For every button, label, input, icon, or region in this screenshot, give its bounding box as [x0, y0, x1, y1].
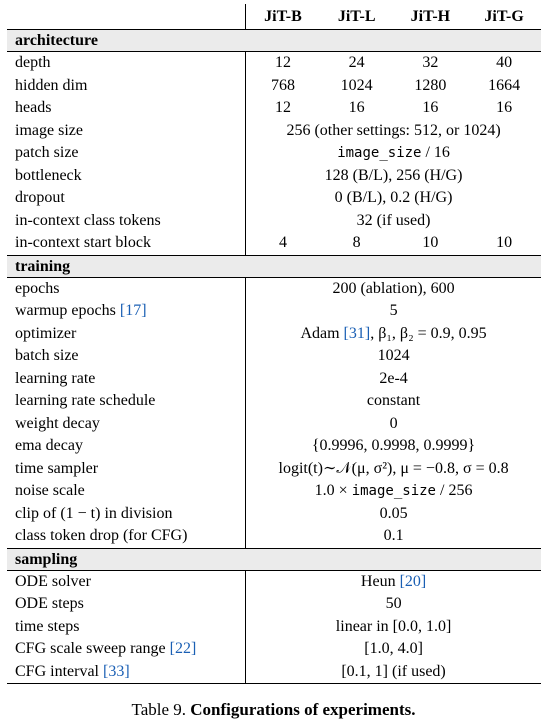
cell: 5 — [389, 302, 398, 319]
column-header: JiT-L — [337, 8, 376, 25]
cell: 40 — [496, 54, 513, 71]
table-row — [7, 638, 541, 661]
row-label: image size — [7, 120, 246, 143]
cell: 12 — [274, 54, 291, 71]
label-text: warmup epochs — [15, 302, 120, 319]
cell: 16 — [496, 99, 513, 116]
table-row — [7, 97, 541, 120]
table-row — [7, 52, 541, 75]
row-label: in-context start block — [7, 232, 246, 255]
row-label: learning rate — [7, 368, 246, 391]
cell: 1280 — [414, 76, 447, 94]
table-row — [7, 210, 541, 233]
table-row — [7, 616, 541, 639]
cell: {0.9996, 0.9998, 0.9999} — [311, 437, 476, 454]
table-row — [7, 480, 541, 503]
cell: 256 (other settings: 512, or 1024) — [286, 121, 501, 139]
table-row — [7, 187, 541, 210]
row-label: ODE solver — [7, 570, 246, 593]
cell-text: Adam — [300, 324, 344, 342]
cell: 128 (B/L), 256 (H/G) — [324, 166, 463, 184]
label-text: CFG scale sweep range — [15, 640, 170, 657]
label-text: CFG interval — [15, 662, 103, 680]
table-row — [7, 75, 541, 98]
table-row — [7, 368, 541, 391]
table-row — [7, 458, 541, 481]
header-empty-cell — [7, 4, 246, 30]
cell: 12 — [274, 99, 291, 116]
cell: 200 (ablation), 600 — [332, 279, 455, 297]
citation-link[interactable]: [31] — [343, 324, 371, 342]
table-row — [7, 413, 541, 436]
caption-title: Configurations of experiments. — [190, 700, 416, 719]
row-label: time sampler — [7, 458, 246, 481]
section-training — [7, 255, 541, 277]
cell: logit(t)∼𝒩(μ, σ²), μ = −0.8, σ = 0.8 — [278, 459, 509, 477]
table-row — [7, 435, 541, 458]
config-table — [7, 4, 541, 684]
cell: 24 — [348, 54, 365, 71]
cell — [246, 142, 541, 165]
cell — [246, 323, 541, 346]
row-label: time steps — [7, 616, 246, 639]
table-row — [7, 570, 541, 593]
row-label: epochs — [7, 277, 246, 300]
table-row — [7, 390, 541, 413]
cell: 0.1 — [383, 527, 404, 544]
cell: 0 — [389, 414, 398, 432]
table-row — [7, 142, 541, 165]
cell-text: / 256 — [436, 482, 473, 499]
citation-link[interactable]: [22] — [169, 640, 197, 657]
code-text: image_size — [337, 145, 422, 161]
table-caption — [0, 700, 547, 720]
table-row — [7, 300, 541, 323]
row-label: patch size — [7, 142, 246, 165]
cell: 10 — [496, 234, 513, 251]
column-header: JiT-B — [264, 8, 302, 25]
citation-link[interactable]: [17] — [119, 302, 147, 319]
row-label — [7, 661, 246, 684]
section-title: sampling — [7, 548, 541, 570]
caption-prefix: Table 9. — [131, 700, 191, 719]
cell: 1024 — [340, 76, 373, 94]
cell: 1024 — [377, 347, 410, 364]
cell: 8 — [352, 234, 361, 251]
row-label: optimizer — [7, 323, 246, 346]
row-label: weight decay — [7, 413, 246, 436]
cell: 1664 — [488, 76, 521, 94]
row-label: learning rate schedule — [7, 390, 246, 413]
row-label: class token drop (for CFG) — [7, 525, 246, 548]
row-label: noise scale — [7, 480, 246, 503]
row-label — [7, 300, 246, 323]
row-label: bottleneck — [7, 165, 246, 188]
cell-text: Heun — [360, 572, 400, 590]
cell: 0 (B/L), 0.2 (H/G) — [334, 189, 453, 206]
row-label: heads — [7, 97, 246, 120]
cell: 50 — [385, 595, 402, 612]
table-row — [7, 525, 541, 548]
row-label: in-context class tokens — [7, 210, 246, 233]
cell: 32 (if used) — [356, 211, 431, 229]
table-row — [7, 593, 541, 616]
section-sampling — [7, 548, 541, 570]
table-row — [7, 661, 541, 684]
cell: 0.05 — [379, 504, 408, 522]
cell-text: 1.0 × — [314, 482, 352, 499]
table-row — [7, 277, 541, 300]
cell: 768 — [270, 76, 295, 94]
citation-link[interactable]: [20] — [399, 572, 427, 590]
row-label: ODE steps — [7, 593, 246, 616]
cell: 4 — [278, 234, 287, 251]
table-row — [7, 323, 541, 346]
section-title: architecture — [7, 30, 541, 52]
citation-link[interactable]: [33] — [103, 662, 130, 680]
code-text: image_size — [351, 483, 436, 499]
cell — [246, 480, 541, 503]
cell: 16 — [422, 99, 439, 116]
table-row — [7, 503, 541, 526]
section-architecture — [7, 30, 541, 52]
table-header-row — [7, 4, 541, 30]
row-label: clip of (1 − t) in division — [7, 503, 246, 526]
table-row — [7, 345, 541, 368]
table-row — [7, 120, 541, 143]
cell: linear in [0.0, 1.0] — [335, 617, 452, 635]
table-row — [7, 165, 541, 188]
column-header: JiT-H — [410, 8, 451, 25]
row-label: batch size — [7, 345, 246, 368]
cell: [1.0, 4.0] — [364, 640, 423, 657]
row-label — [7, 638, 246, 661]
row-label: dropout — [7, 187, 246, 210]
cell — [246, 570, 541, 593]
section-title: training — [7, 255, 541, 277]
cell: [0.1, 1] (if used) — [246, 661, 541, 684]
row-label: depth — [7, 52, 246, 75]
table-row — [7, 232, 541, 255]
row-label: ema decay — [7, 435, 246, 458]
column-header: JiT-G — [484, 8, 524, 25]
cell: 16 — [348, 99, 365, 116]
cell: 2e-4 — [379, 369, 408, 387]
row-label: hidden dim — [7, 75, 246, 98]
cell-text: , β₁, β₂ = 0.9, 0.95 — [370, 324, 487, 342]
cell: 10 — [422, 234, 439, 251]
cell-text: / 16 — [421, 144, 450, 161]
cell: constant — [366, 392, 421, 409]
cell: 32 — [422, 54, 439, 71]
